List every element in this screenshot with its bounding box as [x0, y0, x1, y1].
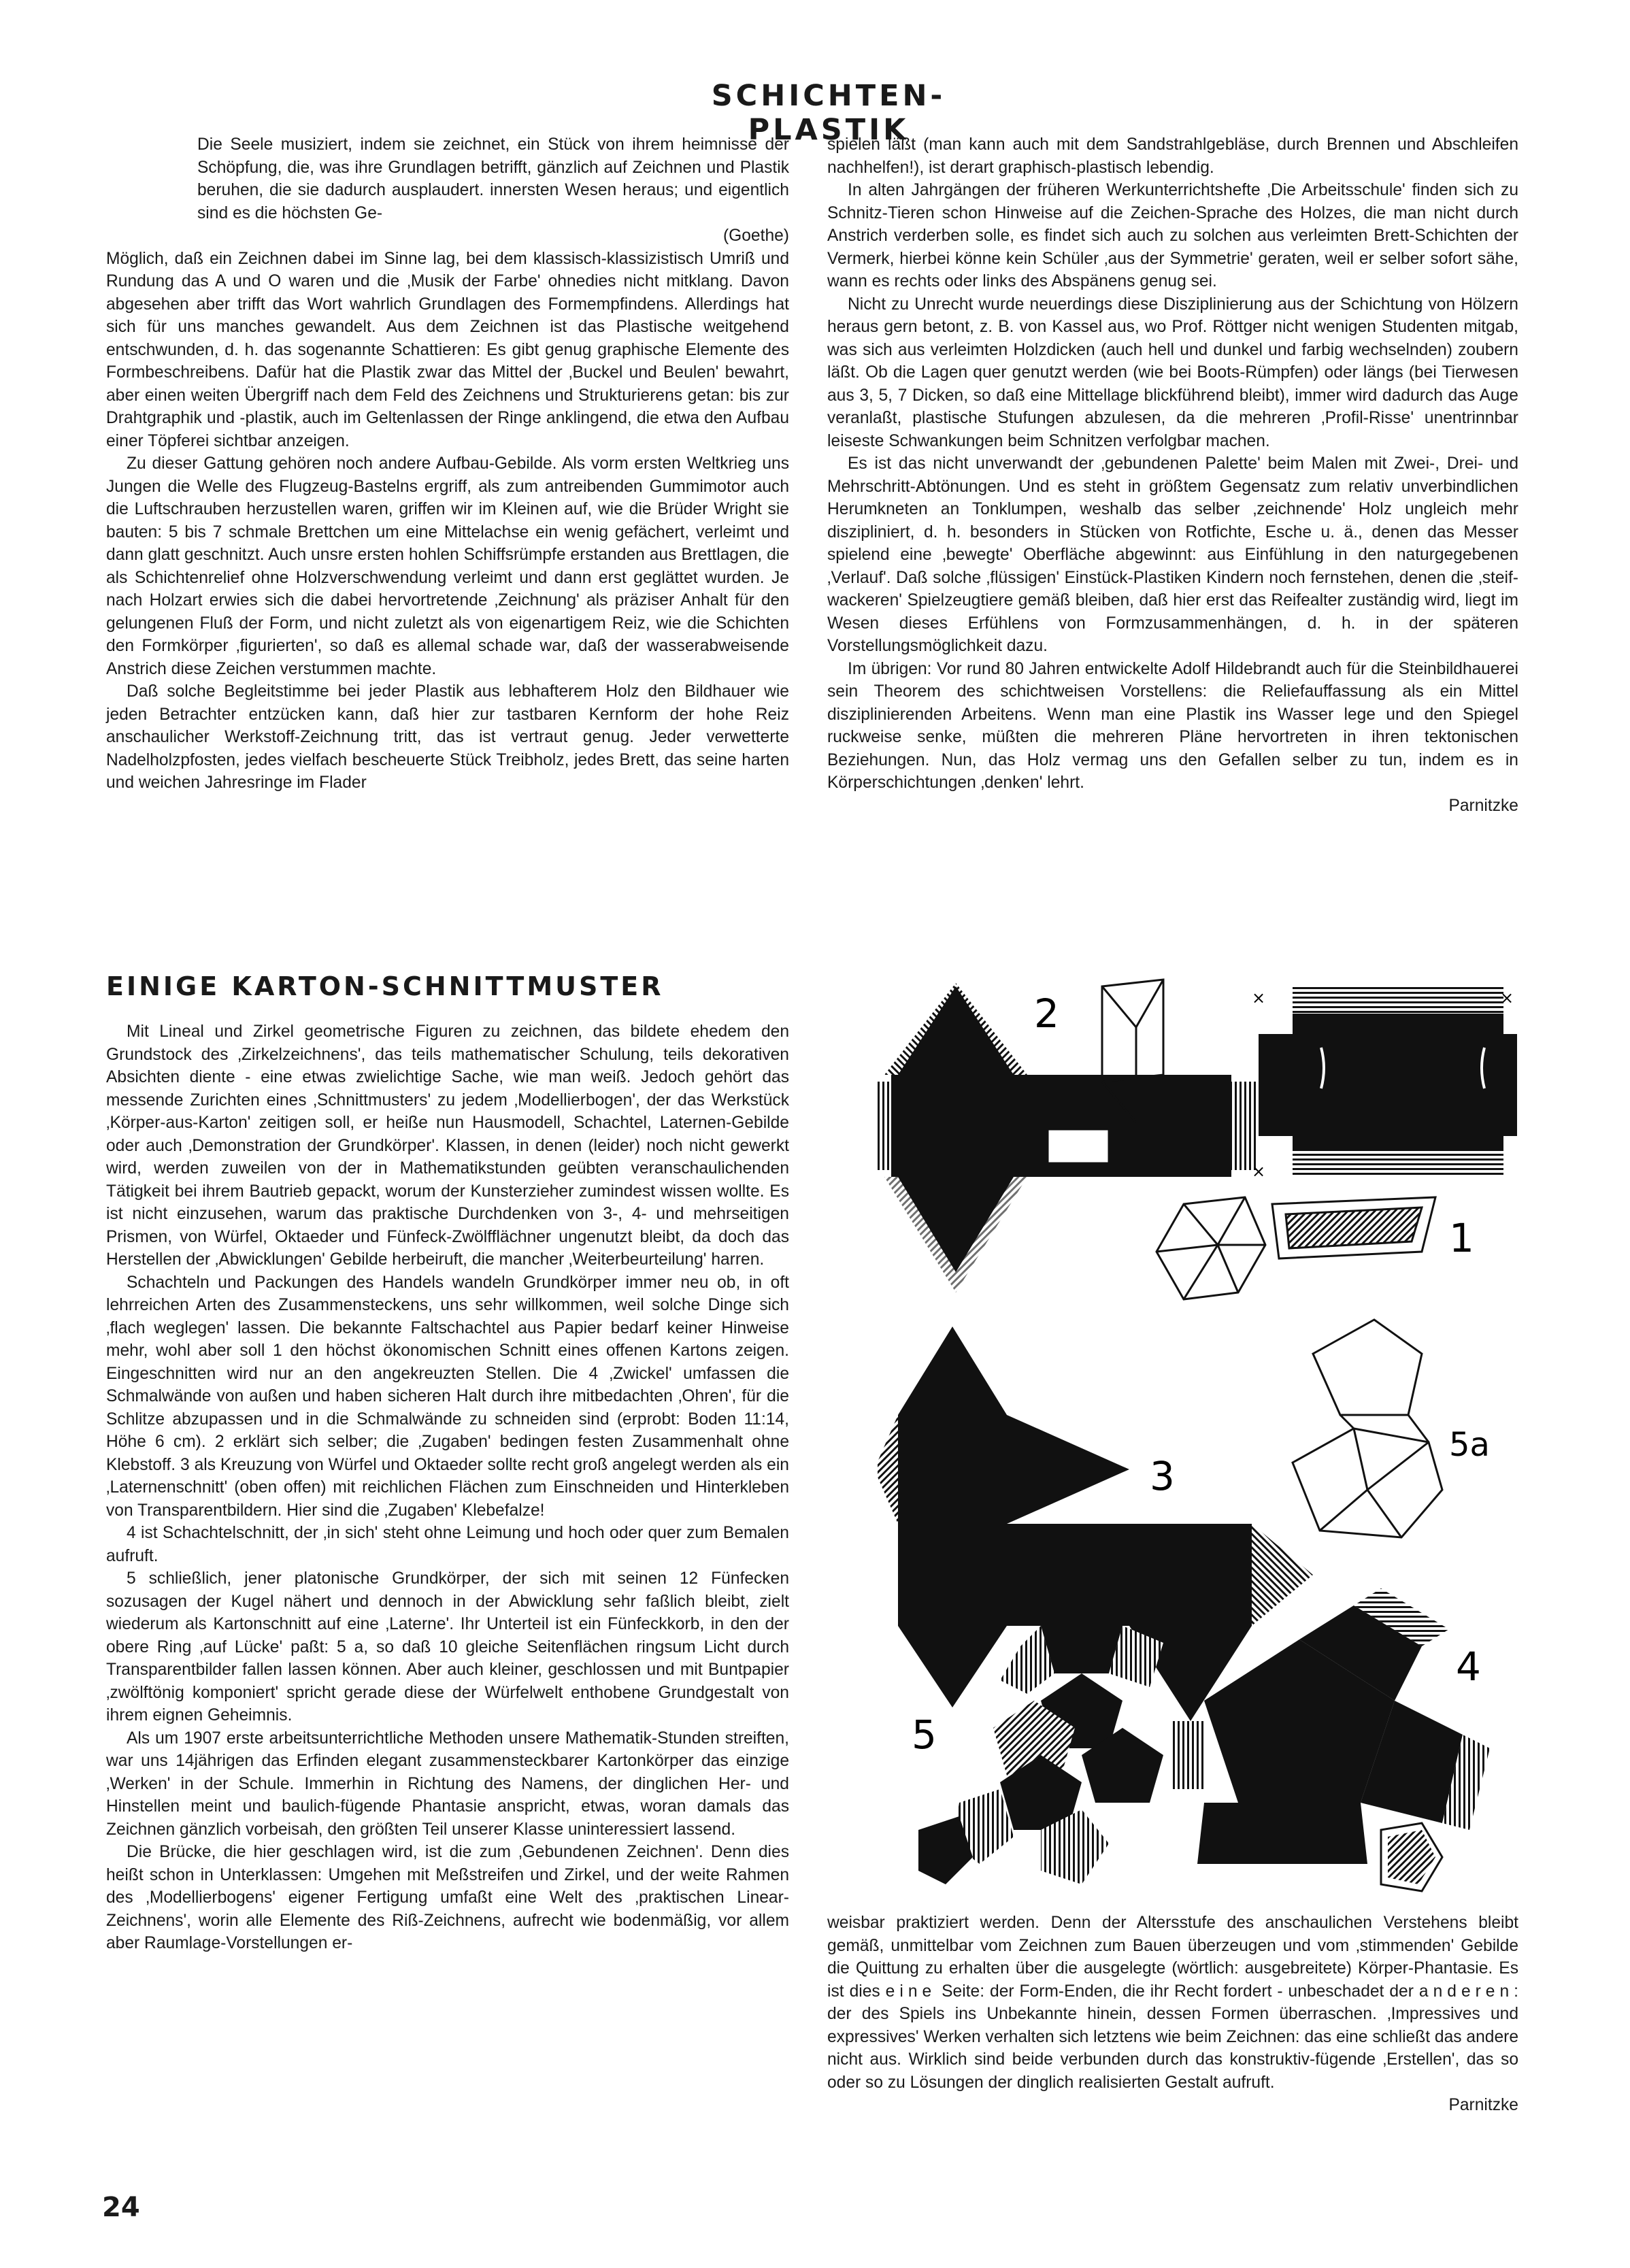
label-3: 3 [1150, 1453, 1175, 1499]
text-run: weisbar praktiziert werden. Denn der Altersstufe des anschaulichen Verstehens bleibt gemäß, unmittelbar vom Zeichnen zum Bauen überzeugen und vom ‚stimmenden' Gebilde die Quittung zu erhalten über die ausgelegte (wörtlich: ausgebreitete) Körper-Phantasie. Es ist dies [827, 1914, 1518, 2001]
article1-column-right [827, 133, 1518, 817]
paragraph: Nicht zu Unrecht wurde neuerdings diese Disziplinierung aus der Schichtung von Hölzern heraus gern betont, z. B. von Kassel aus, wo Prof. Röttger nicht wenigen Studenten mitgab, was sich aus verleimten Holzdicken (auch hell und dunkel und farbig wechselnden) zoubern läßt. Ob die Lagen quer genutzt werden (wie bei Boots-Rümpfen) oder längs (bei Tierwesen aus 3, 5, 7 Dicken, so daß eine Mittellage blickführend bleibt), immer wird dadurch das Auge veranlaßt, plastische Stufungen abzulesen, da die mehreren ‚Profil-Risse' unentrinnbar leiseste Schwankungen beim Schnitzen verfolgbar machen. [827, 295, 1518, 450]
paragraph: 4 ist Schachtelschnitt, der ‚in sich' steht ohne Leimung und hoch oder quer zum Bemalen aufruft. [106, 1524, 789, 1565]
article1-signature: Parnitzke [1448, 796, 1518, 815]
label-2: 2 [1034, 990, 1059, 1037]
article2-title: EINIGE KARTON-SCHNITTMUSTER [106, 971, 664, 1001]
text-run: Seite: der Form-Enden, die ihr Recht fordert - unbeschadet der [942, 1982, 1414, 2001]
article2-column-right [827, 1912, 1518, 2117]
paragraph: Möglich, daß ein Zeichnen dabei im Sinne lag, bei dem klassisch-klassizistisch Umriß und Rundung das A und O waren und die ‚Musik der Farbe' ohnedies nicht mitklang. Davon abgesehen aber trifft das Wort wahrlich Grundlagen des Formempfindens. Allerdings hat sich für uns manches gewandelt. Aus dem Zeichnen ist das Plastische weitgehend entschwunden, d. h. das sogenannte Schattieren: Es gibt genug graphische Elemente des Formbeschreibens. Dafür hat die Plastik zwar das Mittel der ‚Buckel und Beulen' bewahrt, aber einen weiten Übergriff nach dem Feld des Zeichnens und Strukturierens getan: bis zur Drahtgraphik und -plastik, auch im Geltenlassen der Ringe anklingend, die etwa den Aufbau einer Töpferei sichtbar anzeigen. [106, 249, 789, 450]
emphasis-spaced: eine [885, 1982, 937, 2001]
paragraph: Die Brücke, die hier geschlagen wird, ist die zum ‚Gebundenen Zeichnen'. Denn dies heißt schon in Unterklassen: Umgehen mit Meßstreifen und Zirkel, und der weite Rahmen des ‚Modellierbogens' eigener Fertigung umfaßt eine Welt des ‚praktischen Linear-Zeichnens', worin alle Elemente des Riß-Zeichnens, aufrecht wie bodenmäßig, vor allem aber Raumlage-Vorstellungen er- [106, 1843, 789, 1952]
article1-column-left [106, 133, 789, 795]
svg-text:×: × [1500, 988, 1514, 1007]
paragraph: Als um 1907 erste arbeitsunterrichtliche Methoden unsere Mathematik-Stunden streiften, war uns 14jährigen das Erfinden elegant zusammensteckbarer Kartonkörper das einzige ‚Werken' in der Schule. Immerhin in Richtung des Namens, der dinglichen Her- und Hinstellen meint und baulich-fügende Phantasie anspricht, etwas, woran damals das Zeichnen gänzlich vorbeisah, den größten Teil unserer Klasse uninteressiert lassend. [106, 1729, 789, 1839]
goethe-quote: Die Seele musiziert, indem sie zeichnet, ein Stück von ihrem heimnisse der Schöpfung, die, was ihre Grundlagen betrifft, gänzlich auf Zeichnen und Plastik beruhen, die sie dadurch ausplaudert. innersten Wesen heraus; und eigentlich sind es die höchsten Ge- [197, 135, 789, 222]
paragraph: Es ist das nicht unverwandt der ‚gebundenen Palette' beim Malen mit Zwei-, Drei- und Mehrschritt-Abtönungen. Und es steht in größtem Gegensatz zum relativ unverbindlichen Herumkneten an Tonklumpen, weshalb das selber ‚zeichnende' Holz ungleich mehr diszipliniert, d. h. besonders in Stücken von Rotfichte, Esche u. ä., denen das Messer spielend eine ‚bewegte' Oberfläche abgewinnt: aus Einfühlung in den naturgegebenen ‚Verlauf'. Daß solche ‚flüssigen' Einstück-Plastiken Kindern noch fernstehen, denen die ‚steif-wackeren' Spielzeugtiere gemäß bleiben, daß hier erst das Reifealter zuständig wird, liegt im Wesen dieses Erfühlens von Formzusammenhängen, d. h. in der späteren Vorstellungsmöglichkeit dazu. [827, 454, 1518, 655]
emphasis-spaced: anderen [1418, 1982, 1514, 2001]
paragraph: 5 schließlich, jener platonische Grundkörper, der sich mit seinen 12 Fünfecken sozusagen der Kugel nähert und dennoch in der Abwicklung sehr faßlich bleibt, zielt wiederum als Kartonschnitt auf eine ‚Laterne'. Ihr Unterteil ist ein Fünfeckkorb, in den der obere Ring ‚auf Lücke' paßt: 5 a, so daß 10 gleiche Seitenflächen ringsum Licht durch Transparentbilder fallen lassen können. Aber auch kleiner, geschlossen und mit Buntpapier ‚zwölftönig komponiert' spricht gerade diese der Würfelwelt enthobene Grundgestalt von ihrem eignen Geheimnis. [106, 1569, 789, 1724]
article1-title: SCHICHTEN-PLASTIK [711, 79, 946, 147]
paragraph: spielen läßt (man kann auch mit dem Sandstrahlgebläse, durch Brennen und Abschleifen nachhelfen!), ist derart graphisch-plastisch lebendig. [827, 135, 1518, 177]
paragraph: Schachteln und Packungen des Handels wandeln Grundkörper immer neu ob, in oft lehrreichen Arten des Zusammensteckens, uns sehr willkommen, weil solche Dinge sich ‚flach weglegen' lassen. Die bekannte Faltschachtel aus Papier bedarf keiner Hinweise mehr, wohl aber soll 1 den höchst ökonomischen Schnitt eines offenen Kartons zeigen. Eingeschnitten wird nur an den angekreuzten Stellen. Die 4 ‚Zwickel' umfassen die Schmalwände von außen und haben sicheren Halt durch ihre mitbedachten ‚Ohren', für die Schlitze abzupassen und in die Schmalwände zu schneiden sind (erprobt: Boden 11:14, Höhe 6 cm). 2 erklärt sich selber; die ‚Zugaben' bedingen festen Zusammenhalt ohne Klebstoff. 3 als Kreuzung von Würfel und Oktaeder sollte recht groß angelegt werden als ein ‚Laternenschnitt' (oben offen) mit reichlichen Flächen zum Einschneiden und Hinterkleben von Transparentbildern. Hier sind die ‚Zugaben' Klebefalze! [106, 1273, 789, 1520]
label-4: 4 [1456, 1644, 1481, 1690]
cardboard-patterns-figure [878, 973, 1517, 1898]
paragraph: Im übrigen: Vor rund 80 Jahren entwickelte Adolf Hildebrandt auch für die Steinbildhauerei sein Theorem des schichtweisen Vorstellens: die Reliefauffassung als ein Mittel disziplinierenden Arbeitens. Wenn man eine Plastik ins Wasser lege und den Spiegel ruckweise senke, müßten die mehreren Pläne hervortreten in ihren tektonischen Beziehungen. Nun, das Holz vermag uns den Gefallen selber zu tun, indem es in Körperschichtungen ‚denken' lehrt. [827, 659, 1518, 792]
paragraph: In alten Jahrgängen der früheren Werkunterrichtshefte ‚Die Arbeitsschule' finden sich zu Schnitz-Tieren schon Hinweise auf die Zeichen-Sprache des Holzes, die man nicht durch Anstrich verderben solle, es findet sich auch zu solchen aus verleimten Brett-Schichten der Vermerk, hierbei könne kein Schüler ‚aus der Symmetrie' geraten, weil er selber sofort sähe, wann es rechts oder links des Abspänens genug sei. [827, 181, 1518, 290]
polyhedron-sketch [1157, 1197, 1265, 1299]
article2-signature: Parnitzke [1448, 2096, 1518, 2114]
paragraph: Mit Lineal und Zirkel geometrische Figuren zu zeichnen, das bildete ehedem den Grundstock des ‚Zirkelzeichnens', das teils mathematischer Schulung, teils dekorativen Absichten diente - eine etwas zwielichtige Sache, wie man weiß. Jedoch gehört das messende Zurichten eines ‚Schnittmusters' zu jedem ‚Modellierbogen', der das Werkstück ‚Körper-aus-Karton' zeitigen soll, er heiße nun Hausmodell, Schachtel, Laternen-Gebilde oder auch ‚Demonstration der Grundkörper'. Klassen, in denen (leider) noch nicht gewerkt wird, werden zuweilen von der in Mathematikstunden geübten veranschaulichenden Tätigkeit bei ihrem Bautrieb gepackt, worum der Kunsterzieher zumindest wissen wollte. Es ist nicht einzusehen, warum das praktische Durchdenken von 3-, 4- und mehrseitigen Prismen, von Würfel, Oktaeder und Fünfeck-Zwölfflächner ungenutzt bleibt, da doch das Herstellen der ‚Abwicklungen' Gebilde herbeiruft, die mancher ‚Weiterbeurteilung' harren. [106, 1022, 789, 1269]
page-number: 24 [102, 2192, 140, 2223]
article2-column-left [106, 1020, 789, 1955]
text-run: : der des Spiels ins Unbekannte hinein, dessen Formen überraschen. ‚Impressives und expressives' Werken verhalten sich letztens wie beim Zeichnen: das eine schließt das andere nicht aus. Wirklich sind beide verbunden durch das konstruktiv-fügende ‚Erstellen', das so oder so zu Lösungen der dinglich realisierten Gestalt aufruft. [827, 1982, 1519, 2092]
net-1-box [1252, 986, 1517, 1181]
label-5a: 5a [1449, 1426, 1490, 1464]
paragraph [827, 1912, 1518, 2094]
label-1: 1 [1449, 1215, 1474, 1261]
label-5: 5 [912, 1712, 937, 1758]
box-sketch [1272, 1197, 1435, 1258]
svg-text:×: × [1252, 1162, 1266, 1181]
paragraph: Zu dieser Gattung gehören noch andere Aufbau-Gebilde. Als vorm ersten Weltkrieg uns Jungen die Welle des Flugzeug-Bastelns ergriff, als zum antreibenden Gummimotor auch die Luftschrauben herzustellen waren, griffen wir im Kleinen auf, wie die Brüder Wright sie bauten: 5 bis 7 schmale Brettchen um eine Mittelachse ein wenig gefächert, verleimt und dann glatt geschnitzt. Auch unsre ersten hohlen Schiffsrümpfe erstanden aus Brettlagen, die als Schichtenrelief ohne Holzverschwendung verleimt und dann erst geglättet wurden. Je nach Holzart erwies sich die dabei hervortretende ‚Zeichnung' als präziser Anhalt für den gelungenen Fluß der Form, und nicht zuletzt als von eigenartigem Reiz, wie die Schichten den Formkörper ‚figurierten', so daß es allemal schade war, daß der wasserabweisende Anstrich diese Zeichen verstummen machte. [106, 454, 789, 678]
quote-author: (Goethe) [722, 227, 789, 245]
dodecahedron-sketch [1293, 1320, 1442, 1537]
paragraph: Daß solche Begleitstimme bei jeder Plastik aus lebhafterem Holz den Bildhauer wie jeden Betrachter entzücken kann, daß hier zur tastbaren Kernform der hohe Reiz anschaulicher Werkstoff-Zeichnung tritt, das ist vertraut genug. Jeder verwetterte Nadelholzpfosten, jedes vielfach bescheuerte Stück Treibholz, jedes Brett, das seine harten und weichen Jahresringe im Flader [106, 682, 789, 792]
svg-text:×: × [1252, 988, 1266, 1007]
